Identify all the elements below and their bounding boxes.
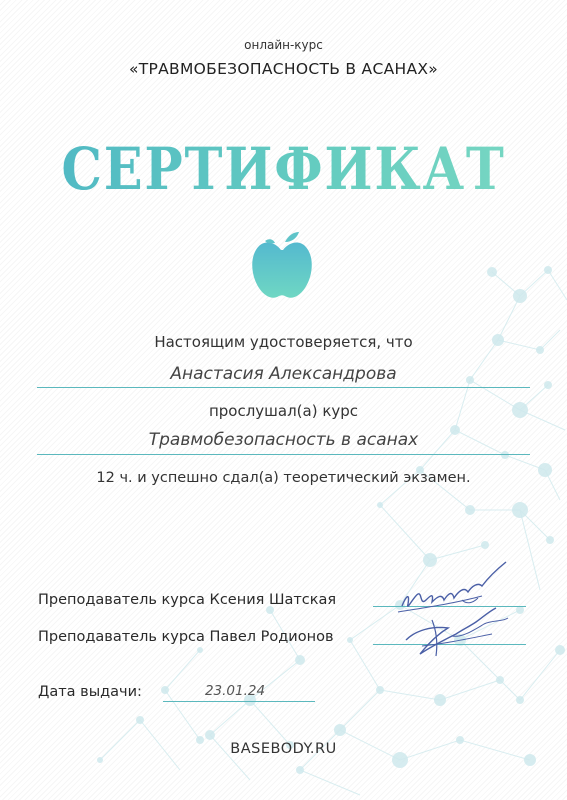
intro-text: Настоящим удостоверяется, что — [154, 333, 413, 351]
issue-date-value: 23.01.24 — [204, 683, 266, 699]
instructor-label-1: Преподаватель курса Ксения Шатская — [38, 592, 337, 608]
course-name: Травмобезопасность в асанах — [148, 430, 419, 450]
recipient-name: Анастасия Александрова — [170, 364, 397, 384]
issue-date-label: Дата выдачи: — [38, 684, 142, 700]
certificate-title: СЕРТИФИКАТ — [34, 135, 533, 203]
apple-icon — [251, 230, 313, 302]
completed-text: прослушал(а) курс — [208, 402, 359, 420]
course-name-underline — [37, 454, 530, 455]
exam-text: 12 ч. и успешно сдал(а) теоретический экзамен. — [96, 470, 471, 486]
signature-2 — [392, 600, 517, 662]
course-subtitle: онлайн-курс — [244, 38, 323, 52]
course-title: «ТРАВМОБЕЗОПАСНОСТЬ В АСАНАХ» — [128, 60, 439, 78]
instructor-label-2: Преподаватель курса Павел Родионов — [38, 629, 334, 645]
website-footer: BASEBODY.RU — [230, 741, 337, 757]
issue-date-underline — [163, 701, 315, 702]
recipient-name-underline — [37, 387, 530, 388]
